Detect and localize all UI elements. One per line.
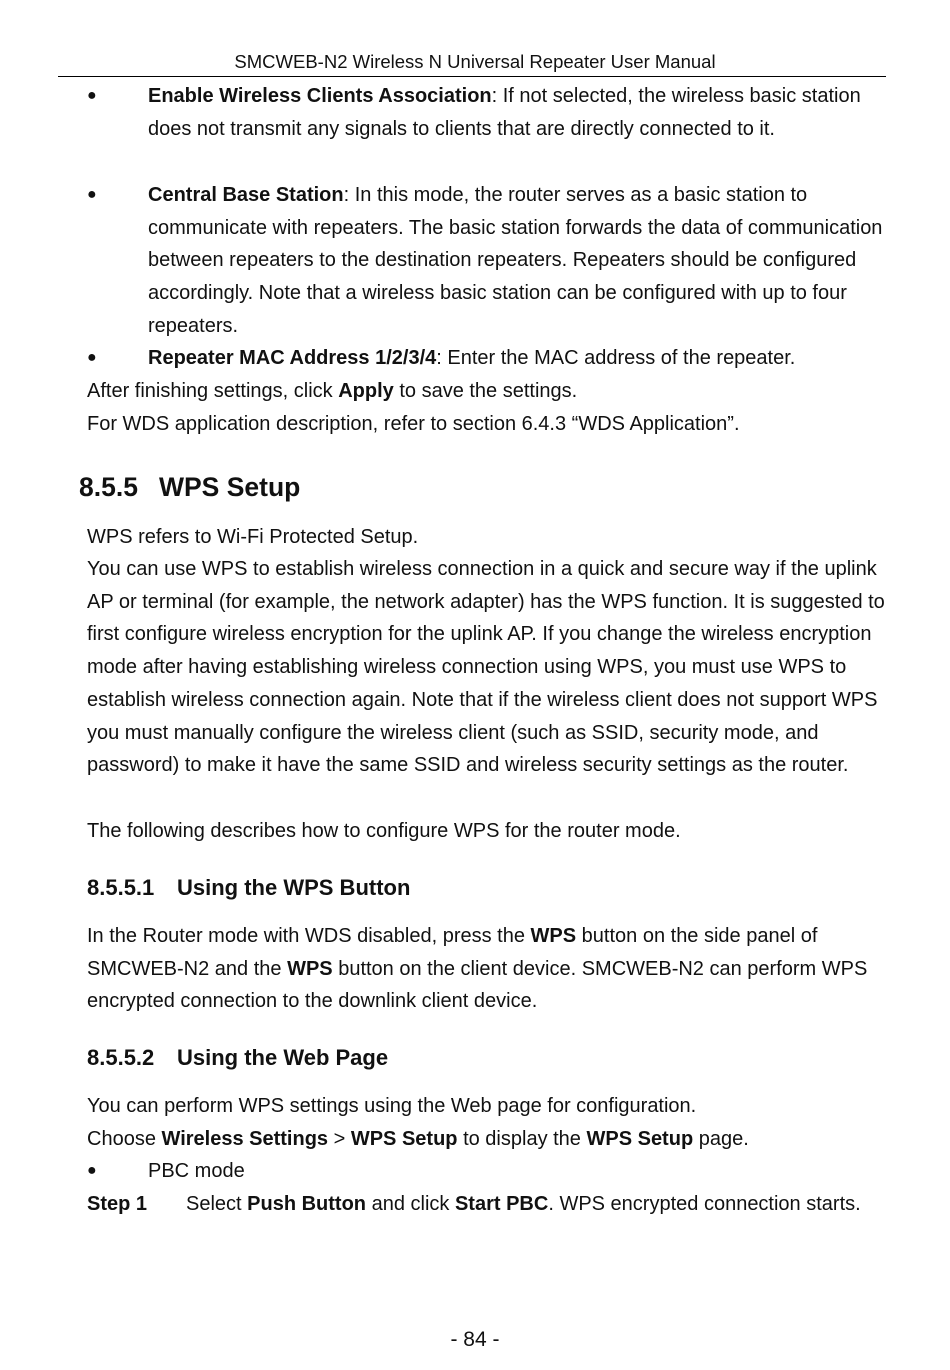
bullet-dot-icon: ● [87, 349, 97, 366]
wps-intro-paragraph: You can use WPS to establish wireless connection in a quick and secure way if the uplink AP or terminal (for example, the network adapter) has the WPS function. It is suggested to first configure wireless encryption for the uplink AP. If you change the wireless encryption mode after having establishing wireless connection using WPS, you must use WPS to establish wireless connection again. Note that if the wireless client does not support WPS you must manually configure the wireless client (such as SSID, security mode, and password) to make it have the same SSID and wireless security settings as the router. [87, 558, 885, 777]
wps-router-mode-paragraph: The following describes how to configure WPS for the router mode. [87, 820, 681, 842]
bullet-description: : If not selected, the wireless basic station does not transmit any signals to clients that are directly connected to it. [148, 85, 861, 140]
header-rule [58, 76, 886, 77]
text-run: . WPS encrypted connection starts. [548, 1193, 861, 1215]
step-text [186, 1188, 876, 1221]
text-run: After finishing settings, click [87, 380, 339, 402]
wds-reference-paragraph: For WDS application description, refer to section 6.4.3 “WDS Application”. [87, 413, 740, 435]
bullet-text: PBC mode [148, 1160, 245, 1182]
step-label: Step 1 [87, 1193, 148, 1215]
text-run: Select [186, 1193, 248, 1215]
bullet-description: : In this mode, the router serves as a basic station to communicate with repeaters. The basic station forwards the data of communication between repeaters to the destination repeaters. Repeaters should be configured accordingly. Note that a wireless basic station can be configured with up to four repeaters. [148, 184, 883, 337]
bullet-description: : Enter the MAC address of the repeater. [436, 347, 796, 369]
section-title: Using the WPS Button [177, 875, 411, 900]
text-run: to save the settings. [393, 380, 578, 402]
wps-setup-term: WPS Setup [350, 1128, 458, 1150]
section-heading-8-5-5-2 [87, 1044, 388, 1072]
section-number: 8.5.5.2 [87, 1045, 155, 1070]
text-run: to display the [457, 1128, 587, 1150]
text-run: > [328, 1128, 351, 1150]
apply-term: Apply [338, 380, 394, 402]
page-number: - 84 - [450, 1328, 500, 1351]
text-run: page. [693, 1128, 749, 1150]
wps-definition-paragraph: WPS refers to Wi-Fi Protected Setup. [87, 526, 419, 548]
choose-menu-paragraph [87, 1123, 902, 1156]
wps-setup-term: WPS Setup [586, 1128, 694, 1150]
section-heading-8-5-5-1 [87, 874, 410, 902]
section-number: 8.5.5.1 [87, 875, 155, 900]
bullet-text [148, 80, 888, 145]
bullet-dot-icon: ● [87, 1162, 97, 1179]
start-pbc-term: Start PBC [454, 1193, 549, 1215]
wireless-settings-term: Wireless Settings [161, 1128, 329, 1150]
bullet-dot-icon: ● [87, 186, 97, 203]
push-button-term: Push Button [247, 1193, 367, 1215]
page-header: SMCWEB-N2 Wireless N Universal Repeater User Manual [234, 51, 716, 72]
text-run: button on the side panel of SMCWEB-N2 and the [87, 925, 818, 980]
wps-term: WPS [287, 957, 333, 980]
section-title: WPS Setup [159, 472, 301, 502]
bullet-text [148, 179, 888, 343]
bullet-term: Enable Wireless Clients Association [148, 85, 492, 107]
after-settings-paragraph [87, 375, 902, 408]
text-run: and click [366, 1193, 455, 1215]
web-page-intro-paragraph: You can perform WPS settings using the Web page for configuration. [87, 1095, 697, 1117]
text-run: Choose [87, 1128, 162, 1150]
section-title: Using the Web Page [177, 1045, 389, 1070]
text-run: button on the client device. SMCWEB-N2 can perform WPS encrypted connection to the downlink client device. [87, 957, 868, 1013]
section-heading-8-5-5 [79, 471, 300, 503]
section-number: 8.5.5 [79, 472, 138, 502]
wps-button-paragraph [87, 920, 887, 1018]
bullet-term: Central Base Station [148, 184, 344, 206]
wps-term: WPS [530, 925, 577, 947]
bullet-dot-icon: ● [87, 87, 97, 104]
bullet-term: Repeater MAC Address 1/2/3/4 [148, 347, 437, 369]
text-run: In the Router mode with WDS disabled, press the [87, 925, 531, 947]
bullet-text [148, 342, 908, 375]
